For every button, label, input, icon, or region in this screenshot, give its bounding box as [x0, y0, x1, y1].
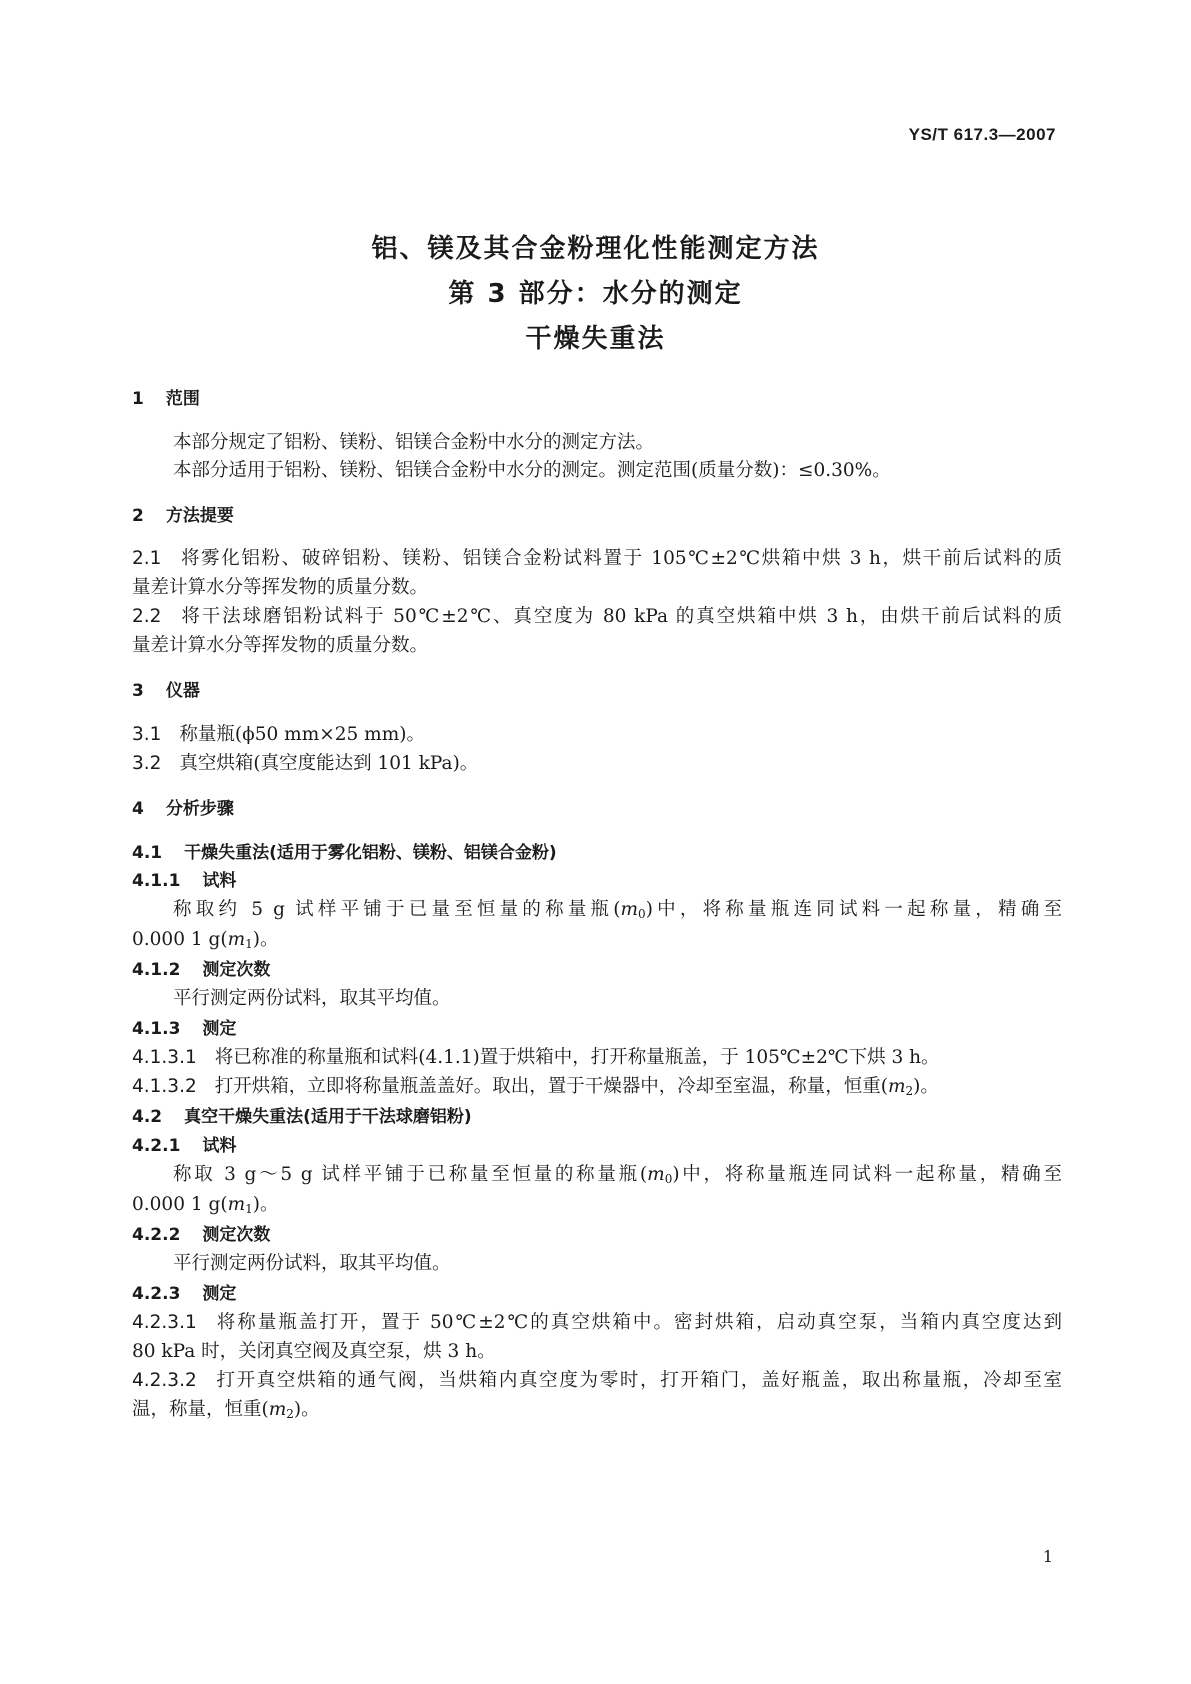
section-title: 范围: [165, 389, 200, 409]
section-2-heading: [132, 501, 1062, 526]
section-title: 方法提要: [165, 506, 234, 526]
clause-4-2-3-2-line-2: 温，称量，恒重$(m_2)$。: [132, 1399, 320, 1421]
section-title: 分析步骤: [165, 799, 234, 819]
mass-symbol: m: [227, 929, 246, 950]
paragraph: 本部分规定了铝粉、镁粉、铝镁合金粉中水分的测定方法。: [173, 432, 655, 453]
section-4-heading: [132, 794, 1062, 819]
clause-number: 4.2.2: [132, 1225, 181, 1245]
clause-title: 测定: [202, 1019, 237, 1039]
page-number: 1: [1042, 1547, 1053, 1566]
section-number: 4: [132, 799, 144, 819]
clause-text: 将已称准的称量瓶和试料(4.1.1)置于烘箱中，打开称量瓶盖，于 105℃±2℃下烘 3 h。: [214, 1047, 940, 1068]
mass-symbol: m: [227, 1194, 246, 1215]
clause-number: 4.2: [132, 1107, 163, 1127]
clause-text: 将雾化铝粉、破碎铝粉、镁粉、铝镁合金粉试料置于 105℃±2℃烘箱中烘 3 h，烘干前后试料的质: [179, 548, 1062, 569]
title-line-1: 铝、镁及其合金粉理化性能测定方法: [371, 234, 820, 264]
clause-text: 将干法球磨铝粉试料于 50℃±2℃、真空度为 80 kPa 的真空烘箱中烘 3 h，由烘干前后试料的质: [179, 606, 1062, 627]
clause-4-1-3-1: [132, 1043, 1062, 1069]
clause-number: 4.2.3: [132, 1284, 181, 1304]
paragraph-4-1-1-line-1: 称取约 5 g 试样平铺于已量至恒量的称量瓶$(m_0)$中，将称量瓶连同试料一起称量，精确至: [173, 899, 1062, 921]
clause-text: 称量瓶(ϕ50 mm×25 mm)。: [179, 724, 425, 745]
clause-4-1-3-2: 4.1.3.2 打开烘箱，立即将称量瓶盖盖好。取出，置于干燥器中，冷却至室温，称量，恒重$(m_2)$。: [132, 1076, 939, 1098]
clause-4-2-2-heading: [132, 1220, 1062, 1245]
mass-symbol: m: [887, 1076, 906, 1097]
mass-symbol: m: [620, 899, 639, 920]
clause-2-1-line-2: 量差计算水分等挥发物的质量分数。: [132, 577, 429, 598]
clause-2-2-line-2: 量差计算水分等挥发物的质量分数。: [132, 635, 429, 656]
section-number: 2: [132, 506, 144, 526]
clause-4-2-3-1-line-2: 80 kPa 时，关闭真空阀及真空泵，烘 3 h。: [132, 1341, 496, 1362]
clause-number: 4.1.2: [132, 960, 181, 980]
clause-text: 打开真空烘箱的通气阀，当烘箱内真空度为零时，打开箱门，盖好瓶盖，取出称量瓶，冷却至室: [214, 1370, 1062, 1391]
clause-title: 真空干燥失重法(适用于干法球磨铝粉): [184, 1107, 472, 1127]
clause-2-1-line-1: [132, 544, 1062, 570]
clause-number: 4.1.3.2: [132, 1076, 197, 1097]
mass-symbol: m: [647, 1164, 665, 1185]
title-line-2: 第 3 部分：水分的测定: [448, 279, 743, 309]
clause-title: 试料: [202, 871, 237, 891]
mass-symbol: m: [268, 1399, 287, 1420]
clause-number: 4.2.3.1: [132, 1312, 197, 1333]
clause-title: 测定次数: [202, 960, 271, 980]
clause-title: 测定: [202, 1284, 237, 1304]
clause-number: 3.2: [132, 753, 162, 774]
title-line-3: 干燥失重法: [525, 324, 666, 354]
clause-4-2-3-heading: [132, 1279, 1062, 1304]
paragraph-4-2-1-line-2: 0.000 1 $g(m_1)$。: [132, 1194, 279, 1216]
paragraph-4-2-1-line-1: 称取 3 g～5 g 试样平铺于已称量至恒量的称量瓶$(m_0)$中，将称量瓶连同试料一起称量，精确至: [173, 1164, 1062, 1186]
section-number: 3: [132, 681, 144, 701]
clause-4-1-heading: [132, 838, 1062, 863]
clause-4-2-3-1-line-1: [132, 1308, 1062, 1334]
clause-3-2: [132, 749, 1062, 775]
paragraph-4-1-1-line-2: 0.000 1 $g(m_1)$。: [132, 929, 279, 951]
section-1-heading: [132, 384, 1062, 409]
clause-text: 将称量瓶盖打开，置于 50℃±2℃的真空烘箱中。密封烘箱，启动真空泵，当箱内真空度达到: [214, 1312, 1062, 1333]
section-number: 1: [132, 389, 144, 409]
clause-4-2-3-2-line-1: [132, 1366, 1062, 1392]
clause-number: 4.1.3: [132, 1019, 181, 1039]
paragraph: 本部分适用于铝粉、镁粉、铝镁合金粉中水分的测定。测定范围(质量分数)：≤0.30%。: [173, 460, 891, 481]
clause-title: 测定次数: [202, 1225, 271, 1245]
clause-4-1-1-heading: [132, 866, 1062, 891]
clause-4-1-3-heading: [132, 1014, 1062, 1039]
clause-title: 干燥失重法(适用于雾化铝粉、镁粉、铝镁合金粉): [184, 843, 557, 863]
paragraph: 平行测定两份试料，取其平均值。: [173, 988, 451, 1009]
clause-number: 2.1: [132, 548, 162, 569]
clause-number: 4.2.3.2: [132, 1370, 197, 1391]
clause-number: 3.1: [132, 724, 162, 745]
clause-number: 4.1.3.1: [132, 1047, 197, 1068]
clause-3-1: [132, 720, 1062, 746]
clause-4-1-2-heading: [132, 955, 1062, 980]
clause-number: 4.1: [132, 843, 163, 863]
clause-2-2-line-1: [132, 602, 1062, 628]
clause-title: 试料: [202, 1136, 237, 1156]
clause-4-2-heading: [132, 1102, 1062, 1127]
clause-number: 2.2: [132, 606, 162, 627]
section-3-heading: [132, 676, 1062, 701]
standard-code: YS/T 617.3—2007: [908, 125, 1056, 144]
clause-number: 4.2.1: [132, 1136, 181, 1156]
paragraph: 平行测定两份试料，取其平均值。: [173, 1253, 451, 1274]
clause-4-2-1-heading: [132, 1131, 1062, 1156]
section-title: 仪器: [165, 681, 200, 701]
clause-number: 4.1.1: [132, 871, 181, 891]
clause-text: 真空烘箱(真空度能达到 101 kPa)。: [179, 753, 479, 774]
